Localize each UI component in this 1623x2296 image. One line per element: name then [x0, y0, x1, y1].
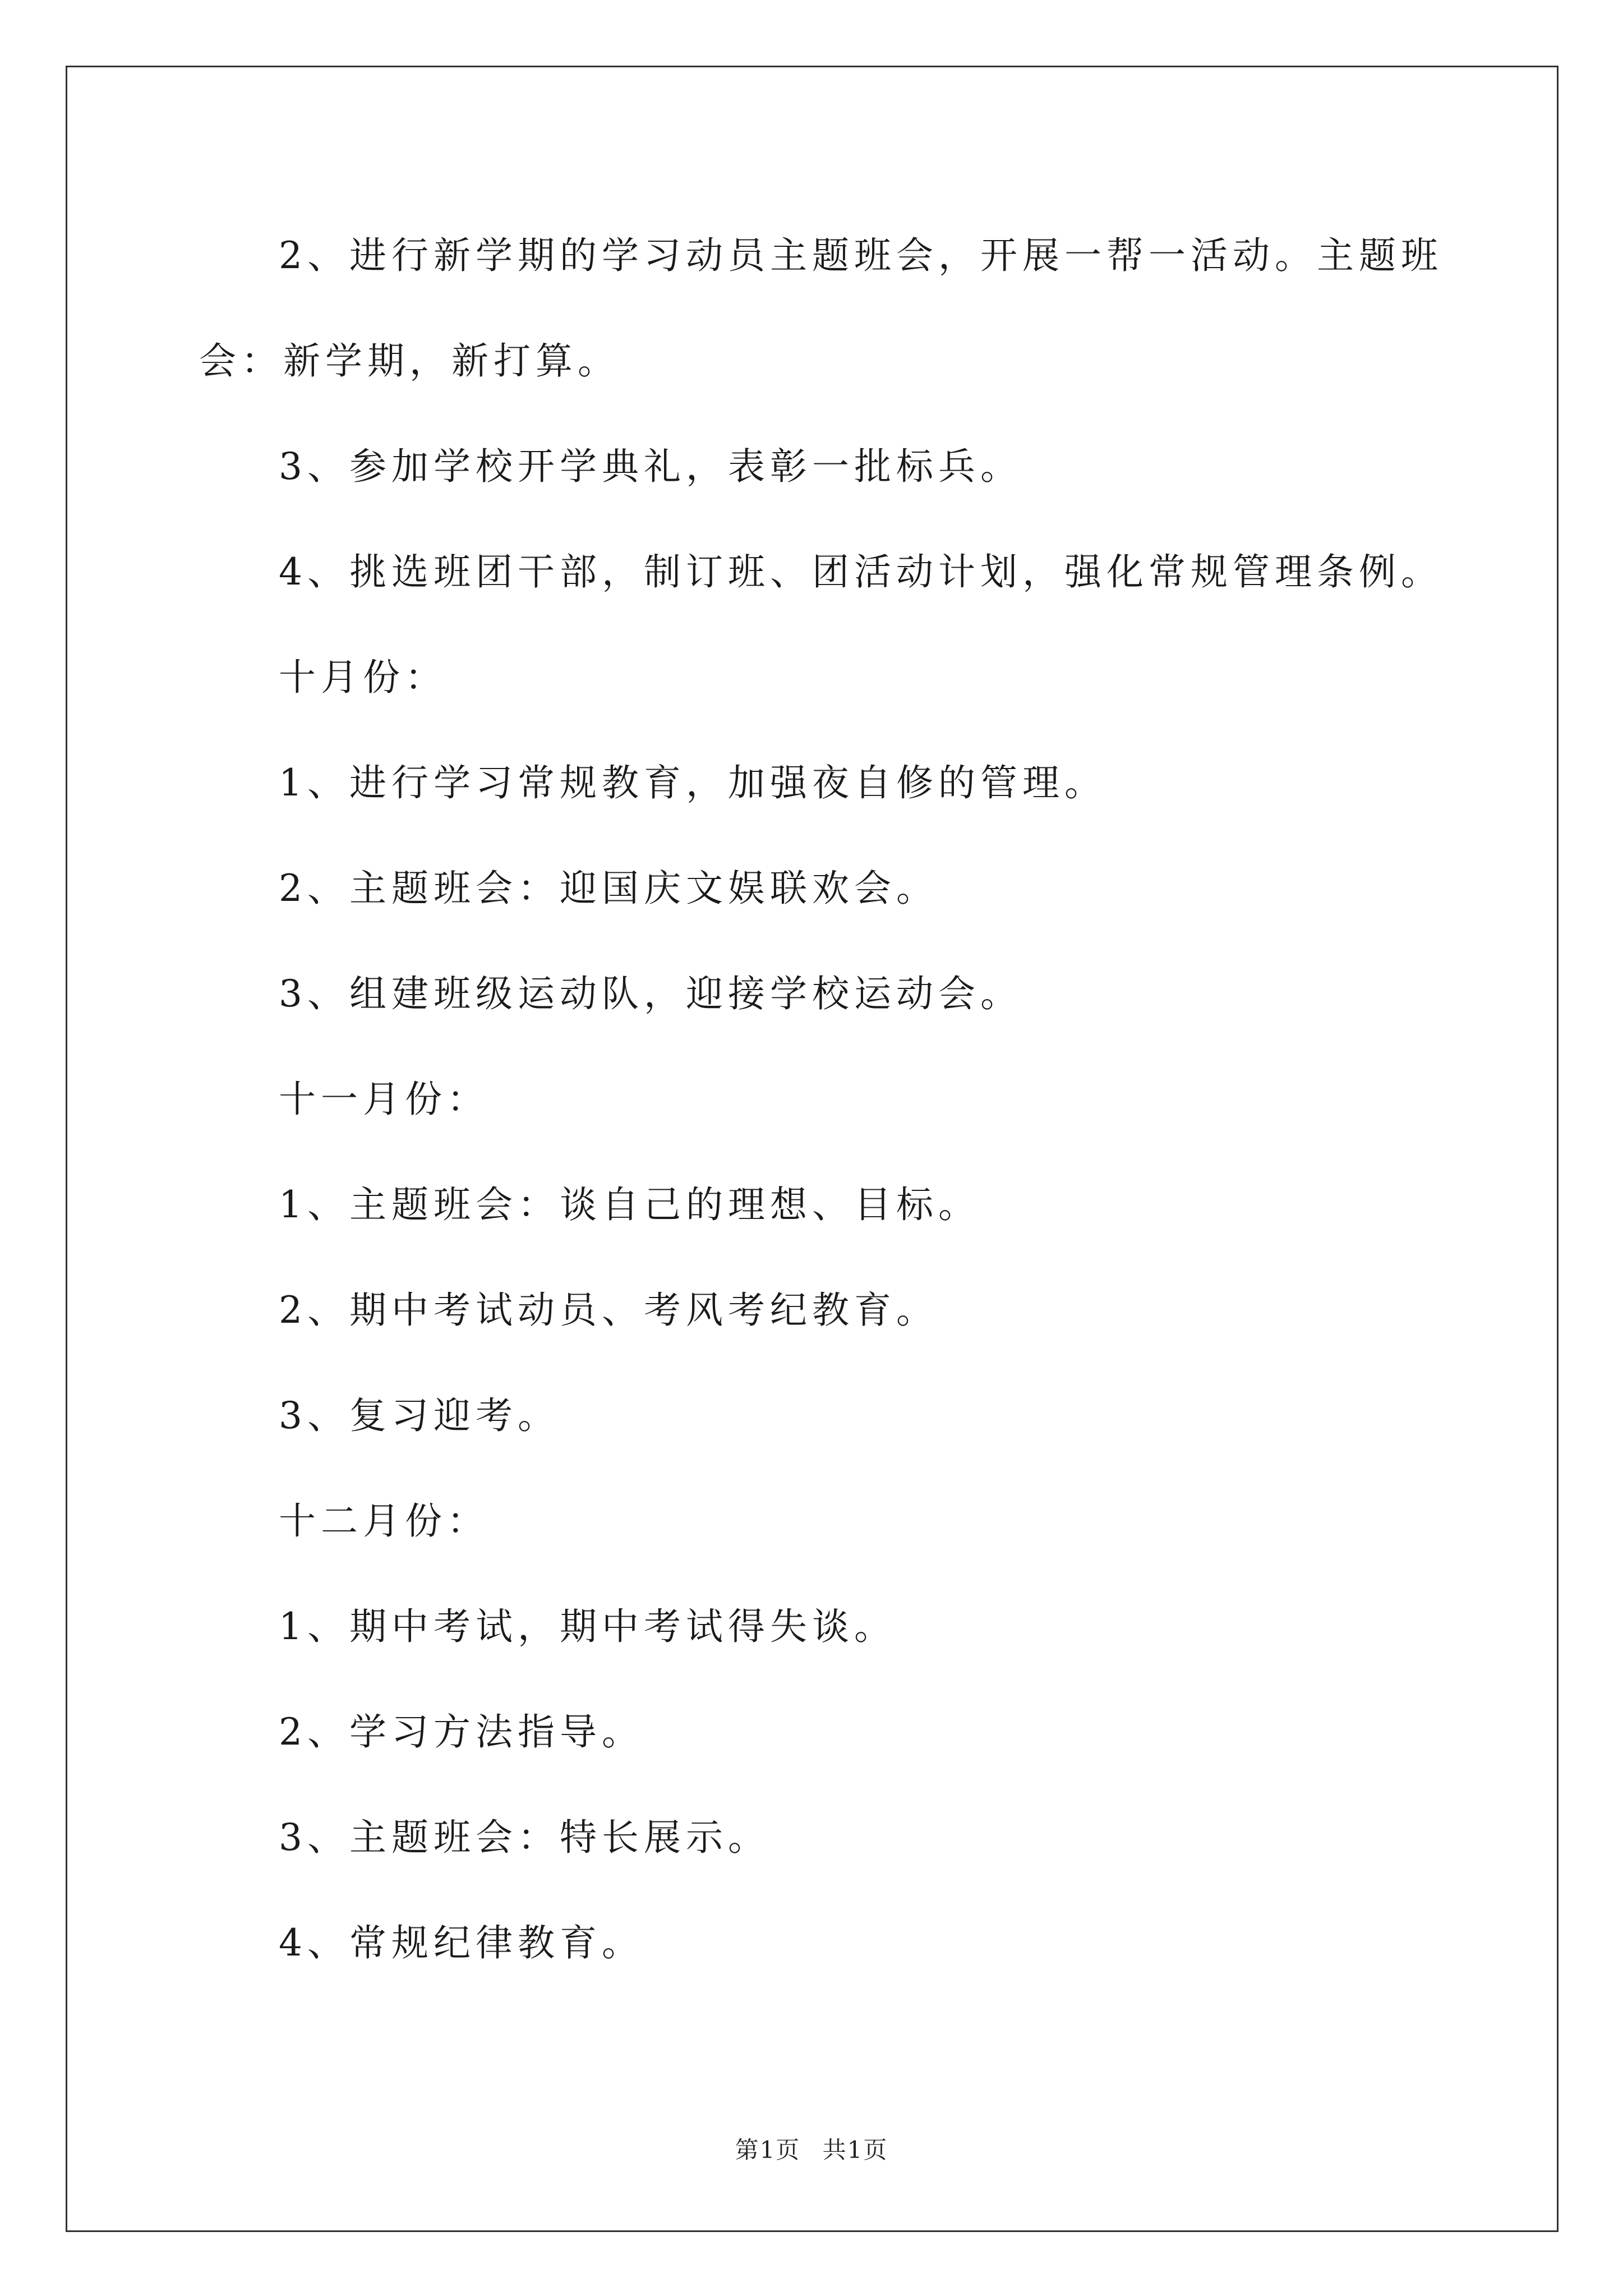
paragraph: 2、学习方法指导。 — [279, 1710, 644, 1754]
paragraph: 3、主题班会：特长展示。 — [279, 1816, 770, 1859]
paragraph: 1、主题班会：谈自己的理想、目标。 — [279, 1183, 980, 1226]
paragraph: 1、期中考试，期中考试得失谈。 — [279, 1605, 896, 1648]
section-heading: 十一月份： — [279, 1078, 489, 1121]
paragraph: 2、主题班会：迎国庆文娱联欢会。 — [279, 867, 938, 910]
section-heading: 十月份： — [279, 656, 447, 699]
paragraph: 3、参加学校开学典礼，表彰一批标兵。 — [279, 445, 1022, 488]
section-heading: 十二月份： — [279, 1499, 489, 1543]
paragraph: 1、进行学习常规教育，加强夜自修的管理。 — [279, 761, 1106, 804]
page-total: 共1页 — [822, 2136, 888, 2164]
document-body — [199, 203, 1461, 1996]
page-footer — [0, 2132, 1623, 2165]
paragraph: 3、复习迎考。 — [279, 1394, 560, 1437]
paragraph: 4、挑选班团干部，制订班、团活动计划，强化常规管理条例。 — [279, 550, 1443, 593]
page-number: 第1页 — [735, 2136, 801, 2164]
paragraph: 4、常规纪律教育。 — [279, 1921, 644, 1964]
paragraph: 2、进行新学期的学习动员主题班会，开展一帮一活动。主题班会：新学期，新打算。 — [199, 234, 1443, 383]
paragraph: 2、期中考试动员、考风考纪教育。 — [279, 1289, 938, 1332]
paragraph: 3、组建班级运动队，迎接学校运动会。 — [279, 972, 1022, 1015]
